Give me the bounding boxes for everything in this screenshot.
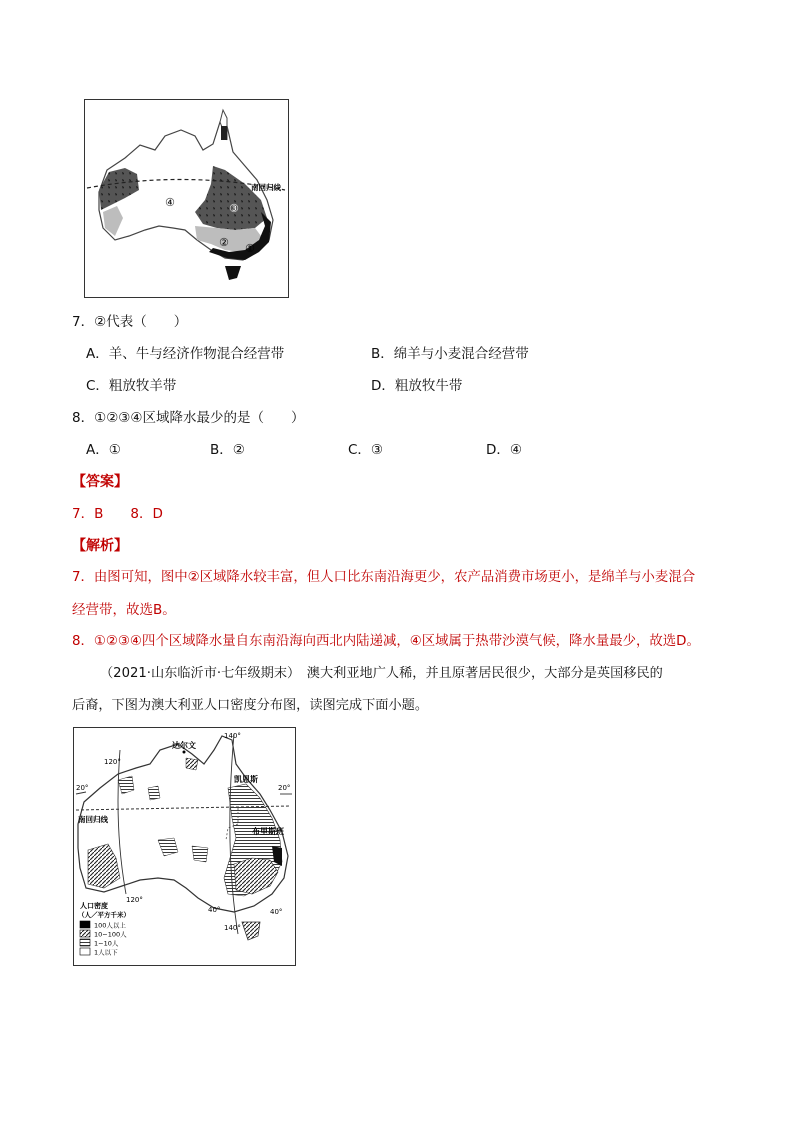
q8-option-b: B．② <box>210 442 245 458</box>
legend-label-1-10: 1~10人 <box>94 939 119 948</box>
analysis-q8: 8．①②③④四个区域降水量自东南沿海向西北内陆递减，④区域属于热带沙漠气候，降水量最少，故选D。 <box>72 634 700 649</box>
legend-swatch-100-plus <box>80 921 90 928</box>
lat-20-right: 20° <box>278 784 291 792</box>
map1-label-2: ② <box>219 236 229 249</box>
answer-heading: 【答案】 <box>72 474 128 490</box>
map1-label-1: ① <box>245 242 255 255</box>
q7-option-c: C．粗放牧羊带 <box>86 378 177 394</box>
lon-140-top: 140° <box>224 732 241 740</box>
intro-line2: 后裔，下图为澳大利亚人口密度分布图，读图完成下面小题。 <box>72 698 429 713</box>
legend-title: 人口密度 <box>80 902 108 910</box>
analysis-heading: 【解析】 <box>72 538 128 554</box>
q8-option-d: D．④ <box>486 442 522 458</box>
tasmania <box>242 922 260 940</box>
city-darwin: 达尔文 <box>172 741 196 750</box>
city-brisbane: 布里斯班 <box>252 827 284 836</box>
agriculture-map <box>84 99 289 298</box>
map1-tropic-label: 南回归线 <box>251 183 281 192</box>
lon-120-top: 120° <box>104 758 121 766</box>
analysis-q7-line1: 7．由图可知，图中②区域降水较丰富，但人口比东南沿海更少，农产品消费市场更小，是绵羊与小麦混合 <box>72 570 696 585</box>
legend-unit: （人／平方千米） <box>78 911 130 919</box>
population-density-map <box>73 727 296 966</box>
legend-label-below-1: 1人以下 <box>94 948 118 957</box>
q8-option-c: C．③ <box>348 442 384 458</box>
legend-swatch-1-10 <box>80 939 90 946</box>
legend-swatch-below-1 <box>80 948 90 955</box>
q7-option-a: A．羊、牛与经济作物混合经营带 <box>86 346 285 362</box>
legend-label-100-plus: 100人以上 <box>94 921 126 930</box>
legend-swatch-10-100 <box>80 930 90 937</box>
intro-line1: （2021·山东临沂市·七年级期末） 澳大利亚地广人稀，并且原著居民很少，大部分是英国移民的 <box>100 666 663 681</box>
population-density-map-svg <box>74 728 294 964</box>
population-legend <box>78 901 130 957</box>
q8-option-a: A．① <box>86 442 121 458</box>
map1-label-3: ③ <box>229 202 239 215</box>
map1-label-4: ④ <box>165 196 175 209</box>
agriculture-map-svg <box>85 100 287 296</box>
lat-40-left: 40° <box>208 906 221 914</box>
q7-option-b: B．绵羊与小麦混合经营带 <box>371 346 529 362</box>
city-cairns: 凯恩斯 <box>234 775 258 784</box>
answer-text: 7．B 8．D <box>72 506 163 522</box>
lon-140-bottom: 140° <box>224 924 241 932</box>
q7-option-d: D．粗放牧牛带 <box>371 378 463 394</box>
q7-stem: 7．②代表（ ） <box>72 314 188 330</box>
lat-40-right: 40° <box>270 908 283 916</box>
tropic-label: 南回归线 <box>78 815 108 824</box>
q8-stem: 8．①②③④区域降水最少的是（ ） <box>72 410 305 426</box>
lon-120-bottom: 120° <box>126 896 143 904</box>
lat-20-left: 20° <box>76 784 89 792</box>
analysis-q7-line2: 经营带，故选B。 <box>72 602 176 618</box>
legend-label-10-100: 10~100人 <box>94 930 127 939</box>
